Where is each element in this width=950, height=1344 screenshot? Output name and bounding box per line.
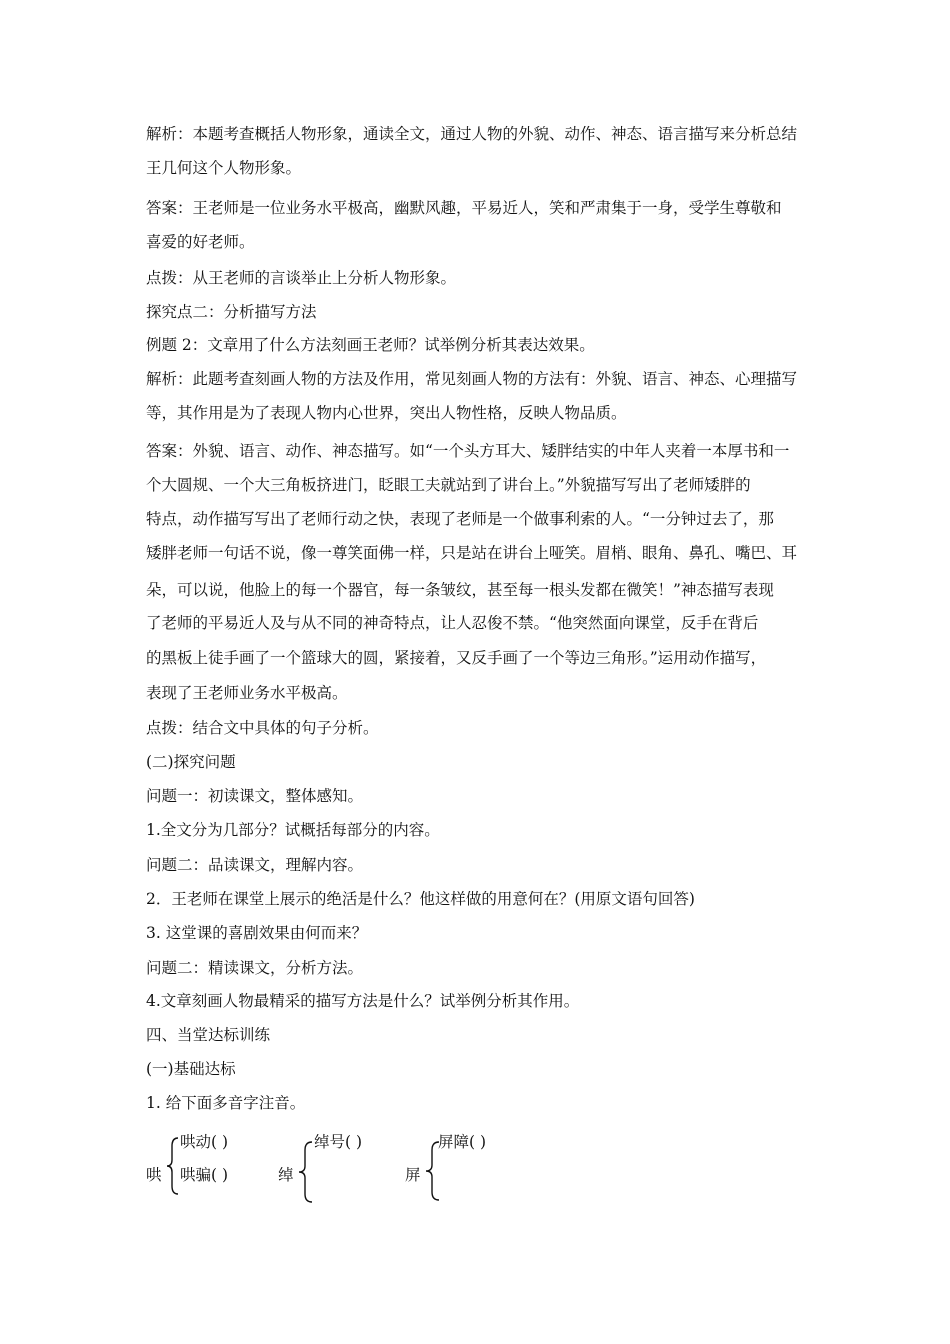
polyphone-reading: 绰号( ) — [314, 1133, 363, 1151]
text-line: (二)探究问题 — [146, 753, 236, 771]
text-line: 特点，动作描写写出了老师行动之快，表现了老师是一个做事利索的人。“一分钟过去了，那 — [146, 510, 774, 528]
text-line: 1. 给下面多音字注音。 — [146, 1094, 306, 1112]
text-line: 问题二：精读课文，分析方法。 — [146, 959, 364, 977]
polyphone-char: 绰 — [278, 1166, 294, 1184]
text-line: 解析：本题考查概括人物形象，通读全文，通过人物的外貌、动作、神态、语言描写来分析总结 — [146, 125, 798, 143]
text-line: 等，其作用是为了表现人物内心世界，突出人物性格，反映人物品质。 — [146, 404, 627, 422]
polyphone-reading: 哄骗( ) — [180, 1166, 229, 1184]
text-line: 四、当堂达标训练 — [146, 1026, 271, 1044]
text-line: 表现了王老师业务水平极高。 — [146, 684, 348, 702]
text-line: 3. 这堂课的喜剧效果由何而来？ — [146, 924, 368, 942]
text-line: 4.文章刻画人物最精采的描写方法是什么？试举例分析其作用。 — [146, 992, 580, 1010]
text-line: 问题一：初读课文，整体感知。 — [146, 787, 364, 805]
text-line: 点拨：从王老师的言谈举止上分析人物形象。 — [146, 269, 457, 287]
text-line: 例题 2：文章用了什么方法刻画王老师？试举例分析其表达效果。 — [146, 336, 595, 354]
text-line: 矮胖老师一句话不说，像一尊笑面佛一样，只是站在讲台上哑笑。眉梢、眼角、鼻孔、嘴巴、耳 — [146, 544, 798, 562]
text-line: 答案：王老师是一位业务水平极高，幽默风趣，平易近人，笑和严肃集于一身，受学生尊敬和 — [146, 199, 782, 217]
text-line: 的黑板上徒手画了一个篮球大的圆，紧接着，又反手画了一个等边三角形。”运用动作描写， — [146, 649, 767, 667]
text-line: 2．王老师在课堂上展示的绝活是什么？他这样做的用意何在？(用原文语句回答) — [146, 890, 695, 908]
text-line: 王几何这个人物形象。 — [146, 159, 302, 177]
text-line: 解析：此题考查刻画人物的方法及作用，常见刻画人物的方法有：外貌、语言、神态、心理描写 — [146, 370, 798, 388]
text-line: 答案：外貌、语言、动作、神态描写。如“一个头方耳大、矮胖结实的中年人夹着一本厚书和一 — [146, 442, 790, 460]
text-line: 喜爱的好老师。 — [146, 233, 255, 251]
text-line: 探究点二：分析描写方法 — [146, 303, 317, 321]
text-line: 1.全文分为几部分？试概括每部分的内容。 — [146, 821, 440, 839]
text-line: 朵，可以说，他脸上的每一个器官，每一条皱纹，甚至每一根头发都在微笑！”神态描写表现 — [146, 581, 774, 599]
polyphone-reading: 屏障( ) — [438, 1133, 487, 1151]
left-brace-icon — [166, 1136, 180, 1196]
text-line: 问题二：品读课文，理解内容。 — [146, 856, 364, 874]
text-line: (一)基础达标 — [146, 1060, 236, 1078]
text-line: 个大圆规、一个大三角板挤进门，眨眼工夫就站到了讲台上。”外貌描写写出了老师矮胖的 — [146, 476, 751, 494]
text-line: 点拨：结合文中具体的句子分析。 — [146, 719, 379, 737]
text-line: 了老师的平易近人及与从不同的神奇特点，让人忍俊不禁。“他突然面向课堂，反手在背后 — [146, 614, 759, 632]
left-brace-icon — [298, 1140, 314, 1204]
polyphone-char: 屏 — [405, 1166, 421, 1184]
polyphone-reading: 哄动( ) — [180, 1133, 229, 1151]
polyphone-char: 哄 — [146, 1166, 162, 1184]
